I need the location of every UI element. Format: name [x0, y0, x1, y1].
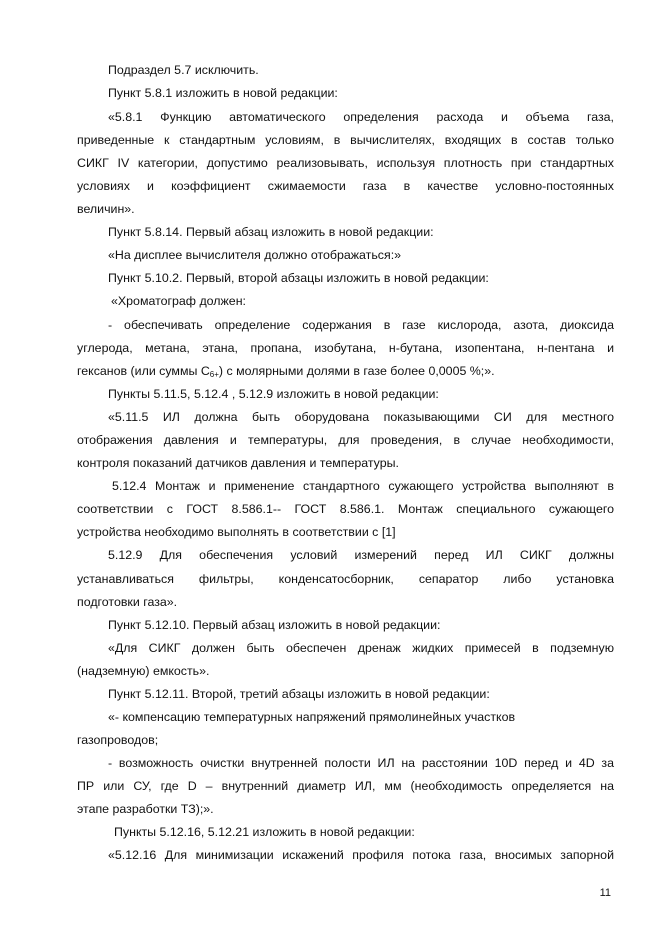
- text-fragment: гексанов (или суммы С: [77, 364, 210, 378]
- text-line: Пункт 5.8.14. Первый абзац изложить в новой редакции:: [108, 225, 434, 239]
- text-line: Пункт 5.8.1 изложить в новой редакции:: [108, 86, 338, 100]
- text-line: «Для СИКГ должен быть обеспечен дренаж жидких примесей в подземную: [108, 641, 614, 655]
- text-line: «- компенсацию температурных напряжений прямолинейных участков: [108, 710, 516, 724]
- text-line: Пункт 5.12.10. Первый абзац изложить в новой редакции:: [108, 618, 441, 632]
- text-line: ПР или СУ, где D – внутренний диаметр ИЛ, мм (необходимость определяется на: [77, 779, 614, 793]
- text-line: - обеспечивать определение содержания в газе кислорода, азота, диоксида: [108, 318, 614, 332]
- text-line: 5.12.9 Для обеспечения условий измерений перед ИЛ СИКГ должны: [108, 548, 614, 562]
- text-line: Подраздел 5.7 исключить.: [108, 63, 259, 77]
- text-line: условиях и коэффициент сжимаемости газа в качестве условно-постоянных: [77, 179, 614, 193]
- text-line: 5.12.4 Монтаж и применение стандартного сужающего устройства выполняют в: [112, 479, 614, 493]
- text-line: Пункты 5.12.16, 5.12.21 изложить в новой редакции:: [114, 825, 415, 839]
- text-line: отображения давления и температуры, для проведения, в случае необходимости,: [77, 433, 614, 447]
- text-line: устанавливаться фильтры, конденсатосборник, сепаратор либо установка: [77, 572, 614, 586]
- text-line: величин».: [77, 202, 135, 216]
- text-line: - возможность очистки внутренней полости ИЛ на расстоянии 10D перед и 4D за: [108, 756, 614, 770]
- text-line: «Хроматограф должен:: [111, 294, 246, 308]
- text-fragment: ) с молярными долями в газе более 0,0005 %;».: [218, 364, 495, 378]
- text-line: Пункт 5.12.11. Второй, третий абзацы изложить в новой редакции:: [108, 687, 490, 701]
- text-line: подготовки газа».: [77, 595, 178, 609]
- text-line: Пункт 5.10.2. Первый, второй абзацы изложить в новой редакции:: [108, 271, 489, 285]
- text-line: СИКГ IV категории, допустимо реализовывать, используя плотность при стандартных: [77, 156, 614, 170]
- text-line: этапе разработки ТЗ);».: [77, 802, 214, 816]
- text-line: «5.12.16 Для минимизации искажений профиля потока газа, вносимых запорной: [108, 848, 614, 862]
- text-line: (надземную) емкость».: [77, 664, 210, 678]
- text-line: [77, 364, 495, 379]
- text-line: устройства необходимо выполнять в соответствии с [1]: [77, 525, 396, 539]
- text-line: газопроводов;: [77, 733, 159, 747]
- subscript: 6+: [209, 370, 219, 379]
- text-line: «5.8.1 Функцию автоматического определения расхода и объема газа,: [108, 110, 614, 124]
- text-line: углерода, метана, этана, пропана, изобутана, н-бутана, изопентана, н-пентана и: [77, 341, 614, 355]
- page-number: 11: [599, 887, 611, 899]
- text-line: Пункты 5.11.5, 5.12.4 , 5.12.9 изложить в новой редакции:: [108, 387, 439, 401]
- text-line: «На дисплее вычислителя должно отображаться:»: [108, 248, 402, 262]
- text-line: приведенные к стандартным условиям, в вычислителях, входящих в состав только: [77, 133, 614, 147]
- text-line: «5.11.5 ИЛ должна быть оборудована показывающими СИ для местного: [108, 410, 614, 424]
- text-line: контроля показаний датчиков давления и температуры.: [77, 456, 399, 470]
- text-line: соответствии с ГОСТ 8.586.1-- ГОСТ 8.586.1. Монтаж специального сужающего: [77, 502, 614, 516]
